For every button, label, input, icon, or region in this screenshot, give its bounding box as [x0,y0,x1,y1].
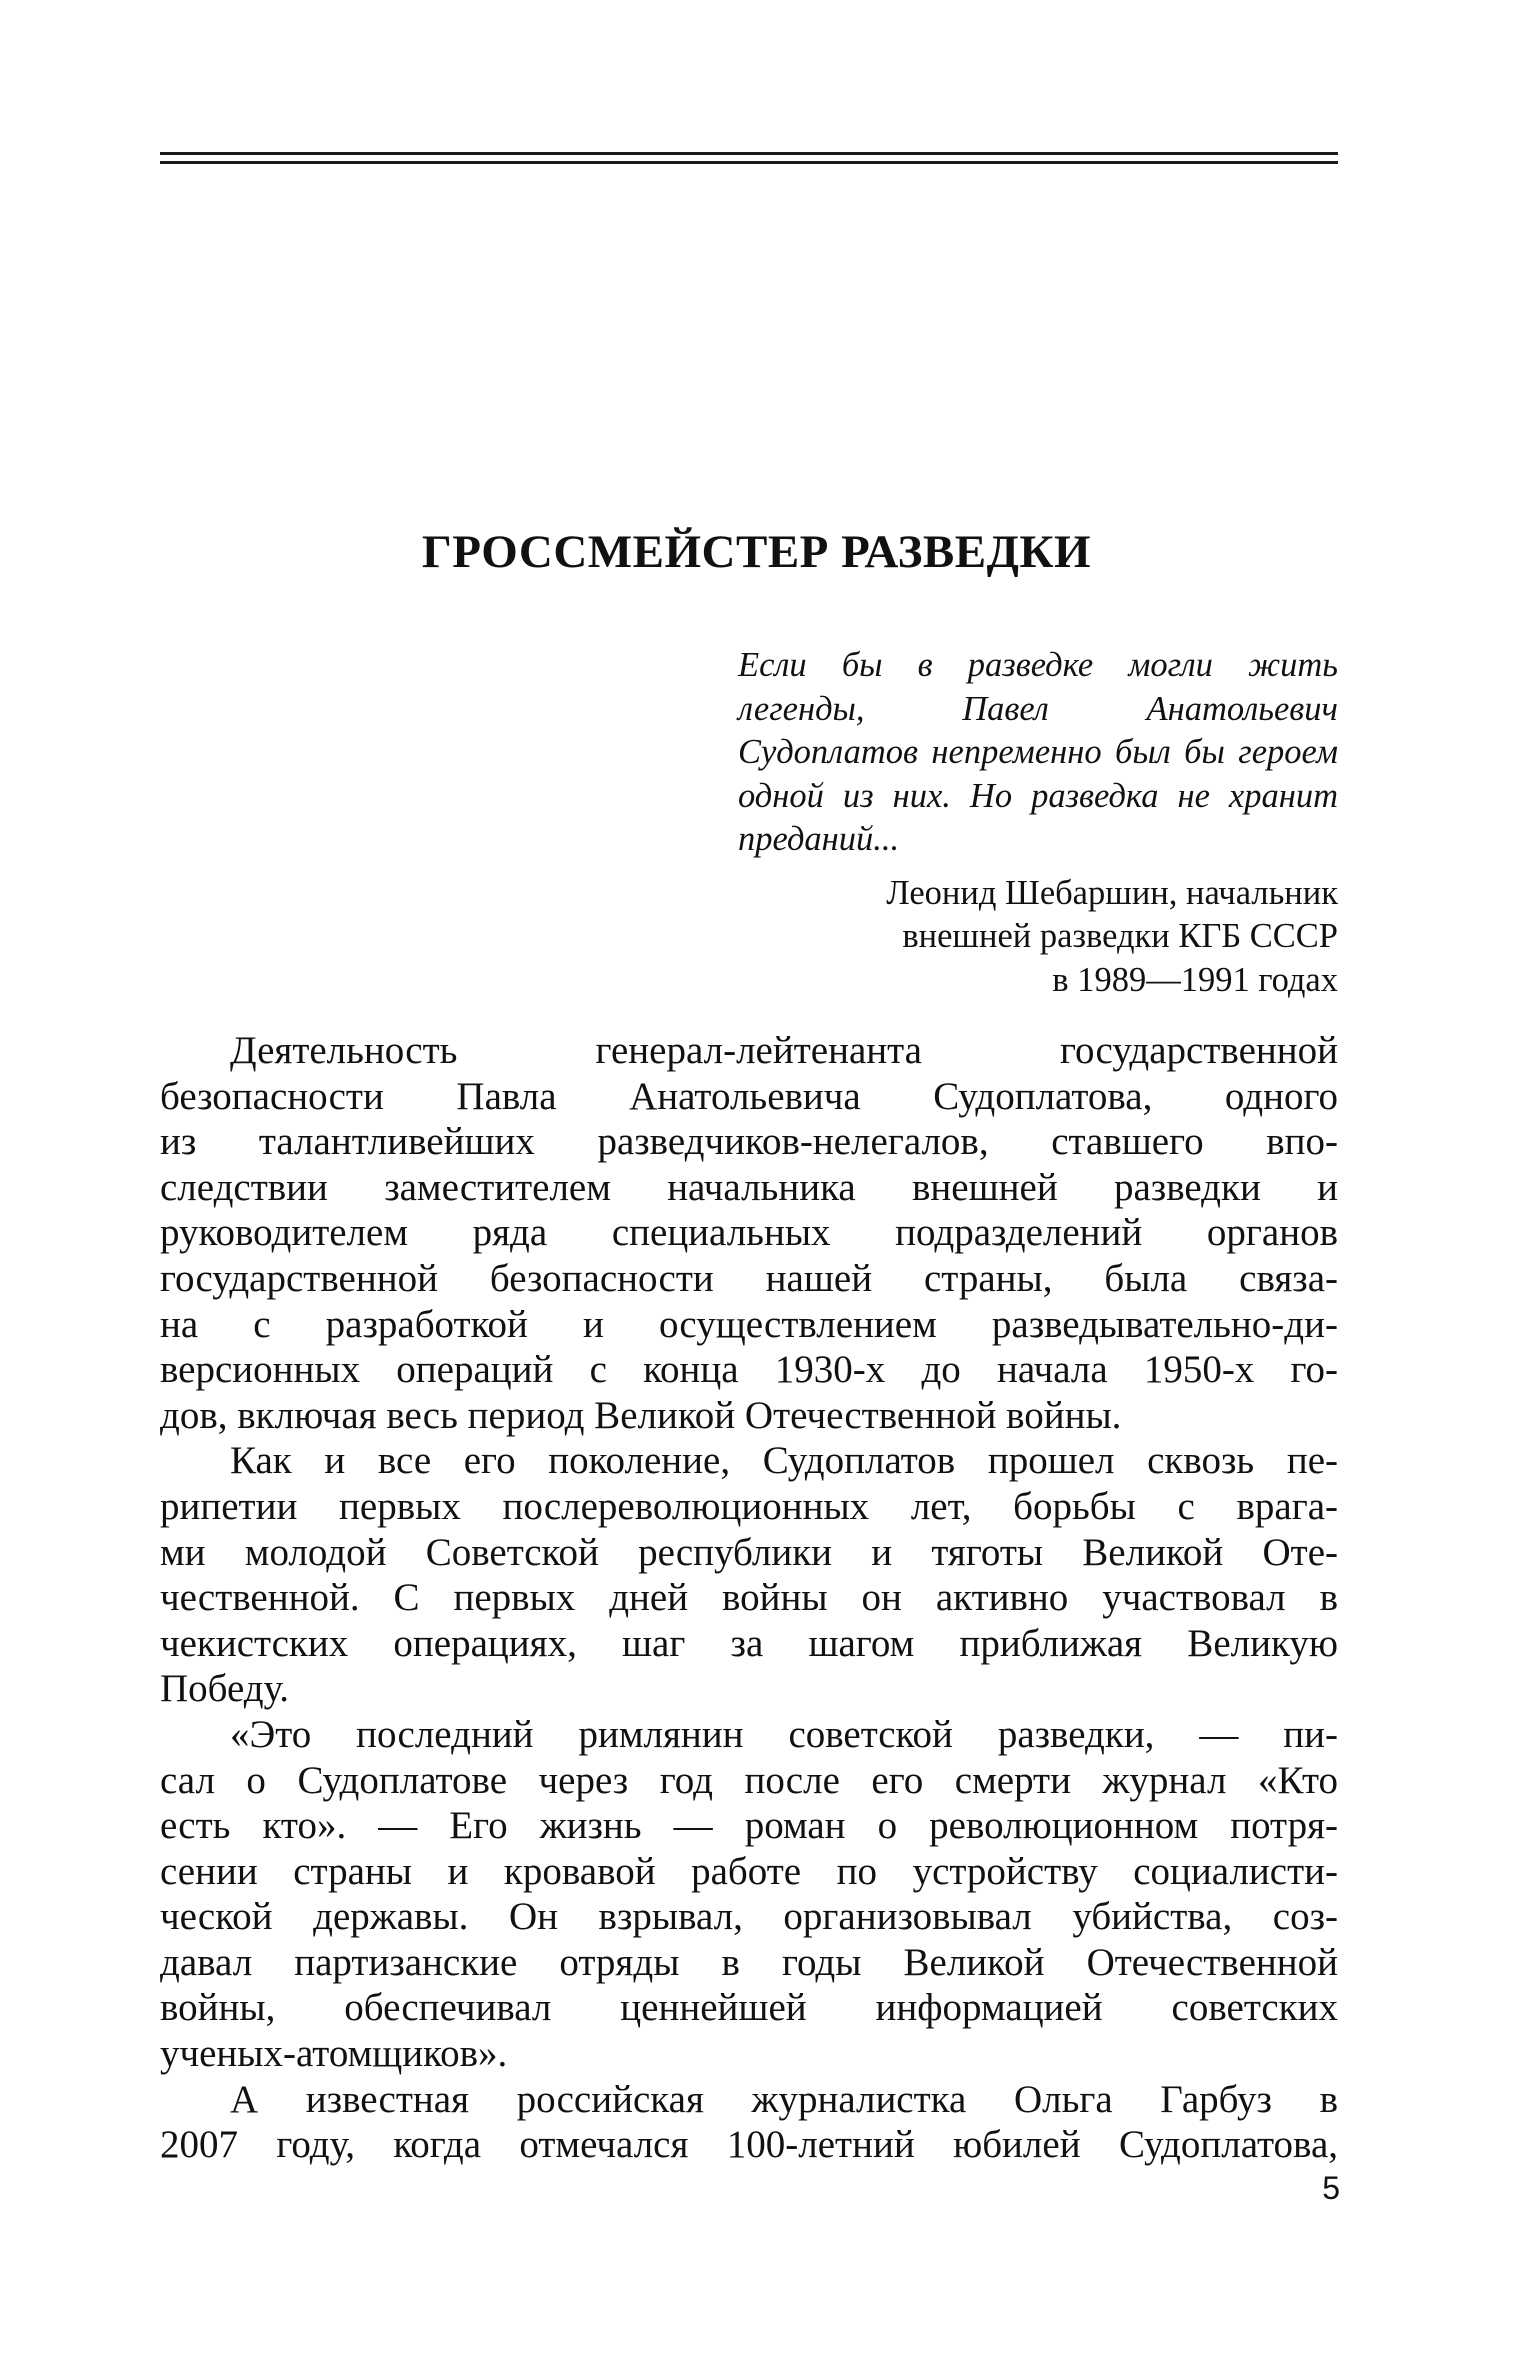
chapter-title: ГРОССМЕЙСТЕР РАЗВЕДКИ [421,526,1092,578]
text-line: на с разработкой и осуществлением разведывательно-ди- [160,1302,1338,1346]
epigraph [738,644,1338,1002]
text-line: безопасности Павла Анатольевича Судоплатова, одного [160,1074,1338,1118]
text-line: дов, включая весь период Великой Отечественной войны. [160,1393,1122,1437]
text-line: ческой державы. Он взрывал, организовывал убийства, соз- [160,1895,1338,1939]
epigraph-text: Если бы в разведке могли жить легенды, Павел Анатольевич Судоплатов непременно был бы героем одной из них. Но разведка не хранит преданий... [738,646,1338,858]
paragraph [160,2077,1338,2168]
paragraph [160,1028,1338,1438]
attribution-line: внешней разведки КГБ СССР [902,917,1338,955]
text-line: давал партизанские отряды в годы Великой Отечественной [160,1940,1338,1984]
text-line: версионных операций с конца 1930-х до начала 1950-х го- [160,1348,1338,1392]
text-line: рипетии первых послереволюционных лет, борьбы с врага- [160,1484,1338,1528]
text-line: сал о Судоплатове через год после его смерти журнал «Кто [160,1758,1338,1802]
text-line: Как и все его поколение, Судоплатов прошел сквозь пе- [230,1439,1338,1483]
header-rule-top [160,152,1338,155]
text-line: чественной. С первых дней войны он активно участвовал в [160,1576,1338,1620]
attribution-line: в 1989—1991 годах [1052,960,1338,999]
text-line: государственной безопасности нашей страны, была связа- [160,1256,1338,1300]
text-line: руководителем ряда специальных подразделений органов [160,1211,1338,1255]
text-line: следствии заместителем начальника внешней разведки и [160,1165,1338,1209]
body-text [160,1028,1338,2168]
page-number: 5 [1322,2170,1340,2206]
paragraph [160,1438,1338,1712]
text-line: ми молодой Советской республики и тяготы Великой Оте- [160,1530,1338,1574]
text-line: войны, обеспечивал ценнейшей информацией советских [160,1986,1338,2030]
text-line: А известная российская журналистка Ольга Гарбуз в [230,2077,1338,2121]
attribution-line: Леонид Шебаршин, начальник [886,873,1338,912]
text-line: 2007 году, когда отмечался 100-летний юбилей Судоплатова, [160,2123,1338,2167]
paragraph [160,1712,1338,2077]
text-line: из талантливейших разведчиков-нелегалов, ставшего впо- [160,1120,1338,1164]
text-line: Победу. [160,1667,289,1711]
text-line: сении страны и кровавой работе по устройству социалисти- [160,1849,1338,1893]
text-line: ученых-атомщиков». [160,2032,508,2076]
text-line: чекистских операциях, шаг за шагом приближая Великую [160,1621,1338,1665]
text-line: есть кто». — Его жизнь — роман о революционном потря- [160,1804,1338,1848]
text-line: «Это последний римлянин советской разведки, — пи- [230,1712,1338,1756]
epigraph-attribution [738,872,1338,1003]
text-line: Деятельность генерал-лейтенанта государственной [230,1029,1338,1072]
header-rule-bottom [160,161,1338,164]
